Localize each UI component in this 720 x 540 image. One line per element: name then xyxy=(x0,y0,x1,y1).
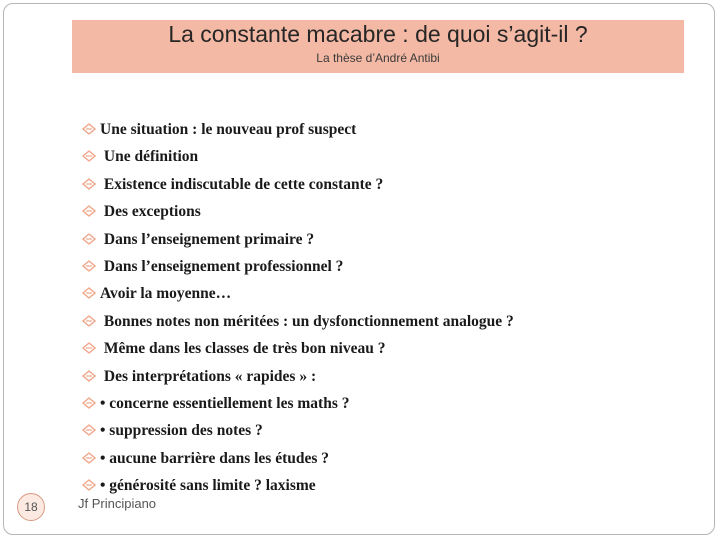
page-number-badge: 18 xyxy=(17,493,45,521)
footer-author: Jf Principiano xyxy=(78,496,157,511)
leaf-bullet-icon xyxy=(82,370,96,382)
leaf-bullet-icon xyxy=(82,315,96,327)
bullet-text: Bonnes notes non méritées : un dysfonctionnement analogue ? xyxy=(100,312,514,330)
leaf-bullet-icon xyxy=(82,178,96,190)
leaf-bullet-icon xyxy=(82,205,96,217)
bullet-text: • concerne essentiellement les maths ? xyxy=(100,394,350,412)
bullet-item xyxy=(82,335,514,362)
bullet-list xyxy=(82,116,514,499)
bullet-item xyxy=(82,171,514,198)
bullet-item xyxy=(82,226,514,253)
bullet-item xyxy=(82,143,514,170)
bullet-text: Même dans les classes de très bon niveau ? xyxy=(100,340,386,358)
leaf-bullet-icon xyxy=(82,233,96,245)
bullet-item xyxy=(82,253,514,280)
bullet-item xyxy=(82,445,514,472)
bullet-text: • générosité sans limite ? laxisme xyxy=(100,477,316,495)
bullet-item xyxy=(82,363,514,390)
leaf-bullet-icon xyxy=(82,424,96,436)
bullet-text: Une situation : le nouveau prof suspect xyxy=(100,121,357,138)
bullet-text: • aucune barrière dans les études ? xyxy=(100,449,330,467)
bullet-text: Une définition xyxy=(100,148,199,166)
leaf-bullet-icon xyxy=(82,150,96,162)
slide-subtitle: La thèse d’André Antibi xyxy=(316,51,440,65)
leaf-bullet-icon xyxy=(82,342,96,354)
bullet-text: Avoir la moyenne… xyxy=(100,285,232,303)
leaf-bullet-icon xyxy=(82,479,96,491)
leaf-bullet-icon xyxy=(82,452,96,464)
bullet-text: Des exceptions xyxy=(100,203,201,221)
leaf-bullet-icon xyxy=(82,397,96,409)
leaf-bullet-icon xyxy=(82,123,96,135)
slide-title: La constante macabre : de quoi s’agit-il ? xyxy=(168,21,588,47)
bullet-text: Existence indiscutable de cette constante ? xyxy=(100,175,384,193)
bullet-item xyxy=(82,198,514,225)
bullet-item xyxy=(82,417,514,444)
bullet-item xyxy=(82,308,514,335)
bullet-text: Dans l’enseignement professionnel ? xyxy=(100,257,344,275)
bullet-item xyxy=(82,280,514,307)
bullet-text: Des interprétations « rapides » : xyxy=(100,367,317,385)
leaf-bullet-icon xyxy=(82,287,96,299)
bullet-item xyxy=(82,390,514,417)
bullet-text: Dans l’enseignement primaire ? xyxy=(100,230,315,248)
bullet-item xyxy=(82,116,514,143)
bullet-text: • suppression des notes ? xyxy=(100,422,263,440)
leaf-bullet-icon xyxy=(82,260,96,272)
